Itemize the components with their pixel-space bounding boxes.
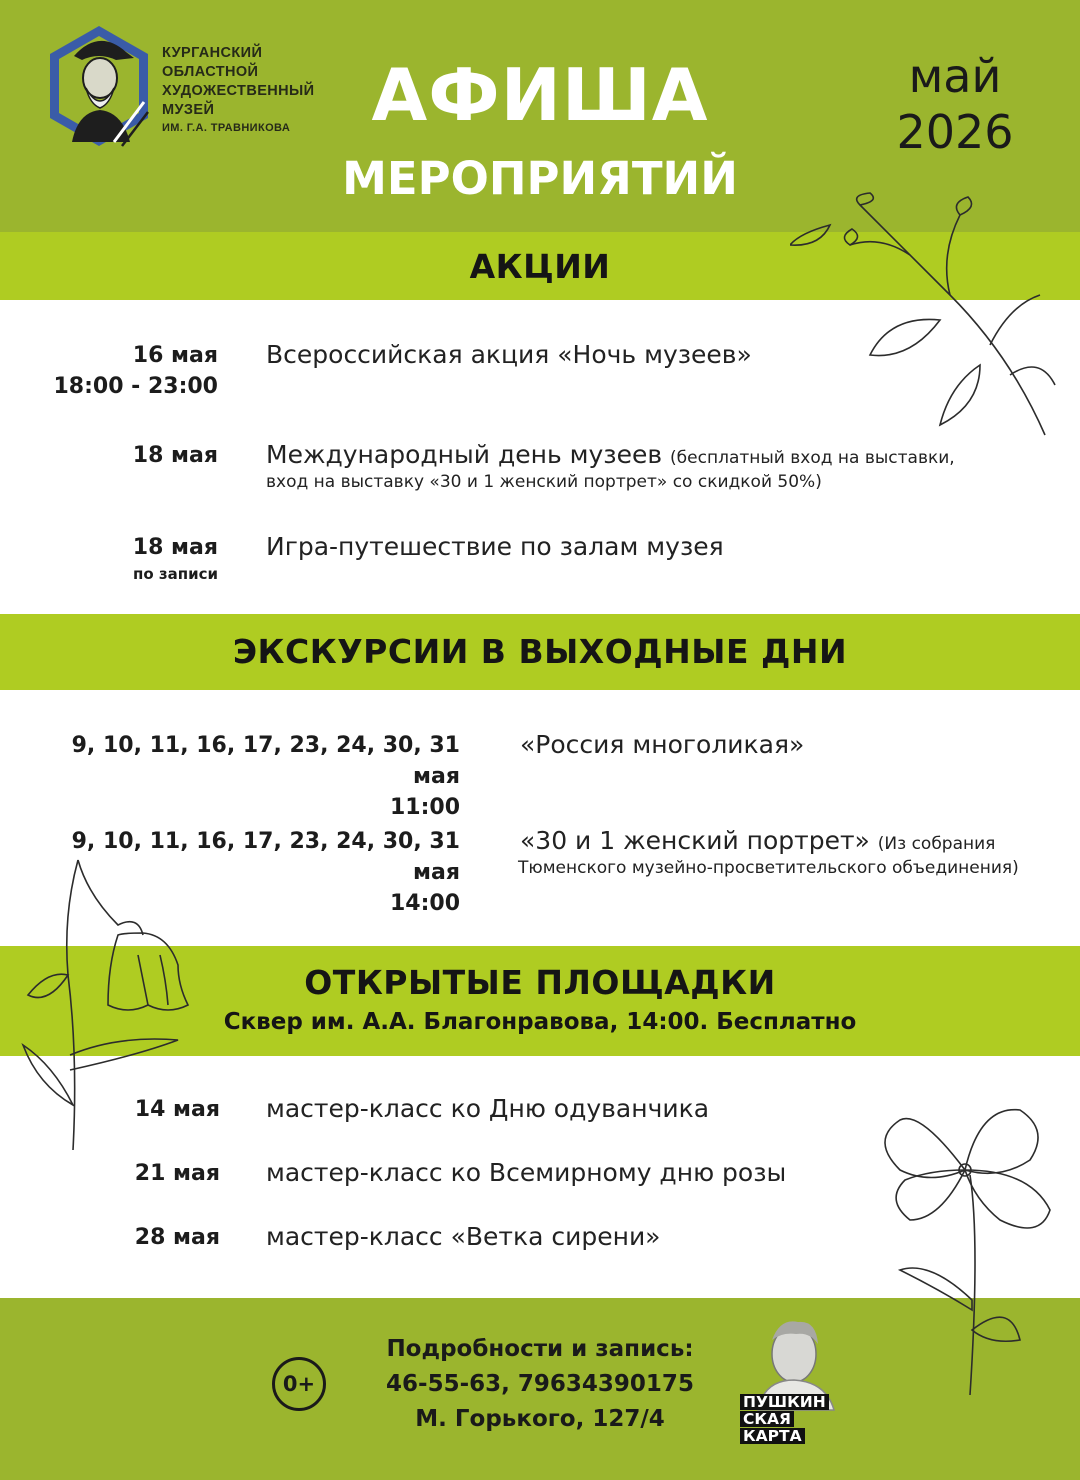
event-note: (бесплатный вход на выставки, (670, 448, 955, 468)
tour-dates: 9, 10, 11, 16, 17, 23, 24, 30, 31 мая 14:00 (71, 829, 460, 916)
section-open-subtitle: Сквер им. А.А. Благонравова, 14:00. Бесплатно (223, 1009, 857, 1035)
contacts-phones: 46-55-63, 79634390175 (386, 1371, 694, 1397)
tour-title: «30 и 1 женский портрет» (Из собрания Тюменского музейно-просветительского объединения) (520, 826, 1060, 879)
lily-illustration-icon (860, 1100, 1060, 1400)
tour-title: «Россия многоликая» (520, 730, 805, 759)
event-title: Всероссийская акция «Ночь музеев» (266, 340, 752, 369)
pushkin-card-logo: ПУШКИН СКАЯ КАРТА (740, 1394, 876, 1445)
tour-note: Тюменского музейно-просветительского объединения) (518, 858, 1019, 878)
section-open-title: ОТКРЫТЫЕ ПЛОЩАДКИ (304, 963, 776, 1002)
event-title: Международный день музеев (бесплатный вход на выставки, вход на выставку «30 и 1 женский портрет» со скидкой 50%) (266, 440, 1026, 493)
workshop-title: мастер-класс ко Дню одуванчика (266, 1094, 710, 1123)
event-note: вход на выставку «30 и 1 женский портрет» со скидкой 50%) (266, 472, 822, 492)
museum-name: КУРГАНСКИЙ ОБЛАСТНОЙ ХУДОЖЕСТВЕННЫЙ МУЗЕЙ ИМ. Г.А. ТРАВНИКОВА (162, 45, 315, 134)
workshop-date: 28 мая (134, 1225, 220, 1250)
event-date: 16 мая 18:00 - 23:00 (53, 343, 218, 399)
contacts-address: М. Горького, 127/4 (415, 1406, 665, 1432)
branch-illustration-icon (790, 185, 1060, 445)
workshop-title: мастер-класс ко Всемирному дню розы (266, 1158, 787, 1187)
museum-logo (44, 22, 154, 150)
tour-note: (Из собрания (877, 834, 996, 854)
section-actions-title: АКЦИИ (469, 247, 611, 286)
bellflower-illustration-icon (18, 855, 218, 1155)
event-date: 18 мая (132, 443, 218, 468)
workshop-title: мастер-класс «Ветка сирени» (266, 1222, 661, 1251)
section-tours-title: ЭКСКУРСИИ В ВЫХОДНЫЕ ДНИ (232, 632, 848, 671)
contacts (340, 1332, 740, 1437)
tour-dates: 9, 10, 11, 16, 17, 23, 24, 30, 31 мая 11:00 (71, 733, 460, 820)
workshop-date: 21 мая (134, 1161, 220, 1186)
contacts-title: Подробности и запись: (386, 1336, 694, 1362)
section-tours-header (0, 614, 1080, 690)
poster-subtitle: МЕРОПРИЯТИЙ (342, 152, 738, 205)
workshop-date: 14 мая (134, 1097, 220, 1122)
age-rating-badge: 0+ (272, 1357, 326, 1411)
month-year: май 2026 (896, 49, 1014, 159)
event-date: 18 мая по записи (132, 535, 218, 583)
poster-title: АФИША (371, 53, 709, 137)
event-title: Игра-путешествие по залам музея (266, 532, 724, 561)
